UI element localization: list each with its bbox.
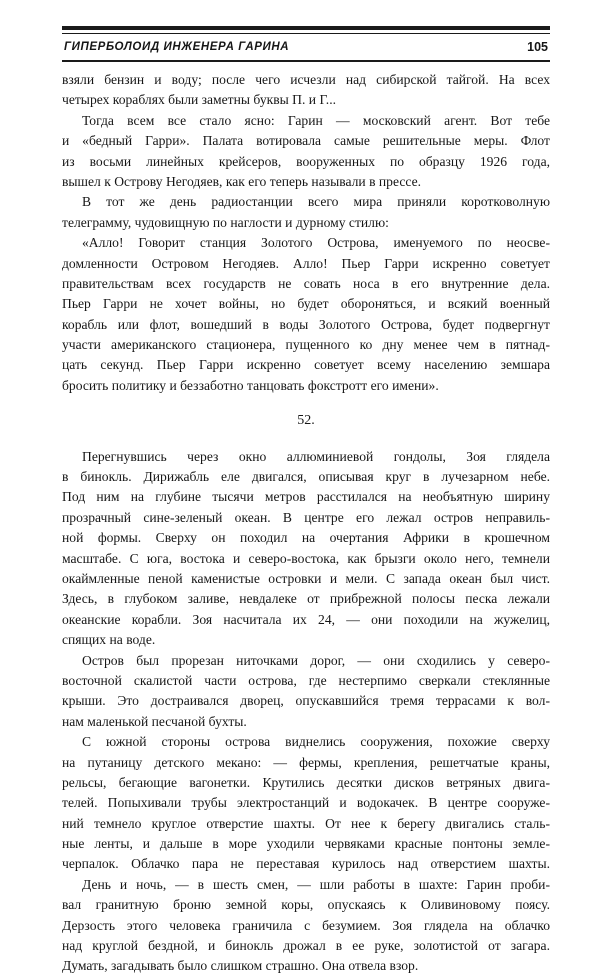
text-line: Пьер Гарри не хочет войны, но будет обороняться, и всякий военный xyxy=(62,296,550,312)
text-line: корабль или флот, вошедший в воды Золотого Острова, будет подвергнут xyxy=(62,316,550,332)
text-line: Перегнувшись через окно аллюминиевой гондолы, Зоя глядела xyxy=(82,448,550,464)
text-line: Под ним на глубине тысячи метров расстилался на необъятную ширину xyxy=(62,489,550,505)
text-line: телеграмму, чудовищную по наглости и дурному стилю: xyxy=(62,214,389,230)
text-line: С южной стороны острова виднелись сооружения, похожие сверху xyxy=(82,734,550,750)
text-line: спящих на воде. xyxy=(62,632,156,648)
text-line: масштабе. С юга, востока и северо-востока, как брызги около него, темнели xyxy=(62,550,550,566)
text-line: участи американского стационера, пущенного ко дну менее чем в пятнад- xyxy=(62,337,550,353)
text-line: цать секунд. Пьер Гарри искренно советует всему населению земшара xyxy=(62,357,550,373)
page-number: 105 xyxy=(527,40,548,54)
text-line: ний темнело круглое отверстие шахты. От нее к берегу двигались сталь- xyxy=(62,815,550,831)
text-line: восточной скалистой части острова, где нестерпимо сверкали стеклянные xyxy=(62,672,550,688)
page-header xyxy=(62,36,550,60)
text-line: взяли бензин и воду; после чего исчезли над сибирской тайгой. На всех xyxy=(62,72,550,87)
text-line: бросить политику и беззаботно танцовать фокстротт его имени». xyxy=(62,377,439,393)
text-line: «Алло! Говорит станция Золотого Острова, именуемого по неосве- xyxy=(82,235,550,251)
text-line: День и ночь, — в шесть смен, — шли работы в шахте: Гарин проби- xyxy=(82,876,550,892)
header-rule-bottom xyxy=(62,60,550,62)
text-line: четырех кораблях были заметны буквы П. и Г... xyxy=(62,92,336,108)
text-line: из восьми линейных крейсеров, вооруженных по образцу 1926 года, xyxy=(62,153,550,169)
text-line: рельсы, бегающие вагонетки. Крутились десятки дисков ветряных двига- xyxy=(62,774,550,790)
text-line: черпалок. Облачко пара не переставая курилось над отверстием шахты. xyxy=(62,856,550,872)
header-rule-thick xyxy=(62,26,550,30)
text-line: на путаницу детского мекано: — фермы, крепления, решетчатые краны, xyxy=(62,754,550,770)
text-line: в бинокль. Дирижабль еле двигался, описывая круг в лучезарном небе. xyxy=(62,469,550,485)
text-line: Остров был прорезан ниточками дорог, — они сходились у северо- xyxy=(82,652,550,668)
text-line: В тот же день радиостанции всего мира приняли коротковолную xyxy=(82,194,550,210)
text-line: вал гранитную броню земной коры, опускаясь к Оливиновому поясу. xyxy=(62,897,550,913)
text-line: прозрачный сине-зеленый океан. В центре его лежал остров неправиль- xyxy=(62,509,550,525)
text-line: океанские корабли. Зоя насчитала их 24, — они походили на жужелиц, xyxy=(62,611,550,627)
text-line: телей. Попыхивали трубы электростанций и водокачек. В центре сооруже- xyxy=(62,795,550,811)
text-line: крыши. Это достраивался дворец, опускавшийся тремя террасами к вол- xyxy=(62,693,550,709)
text-line: ной формы. Сверху он походил на очертания Африки в крошечном xyxy=(62,530,550,546)
text-line: Здесь, в глубоком заливе, невдалеке от прибрежной полосы песка лежали xyxy=(62,591,550,607)
text-line: Дерзость этого человека граничила с безумием. Зоя глядела на облачко xyxy=(62,917,550,933)
text-line: нам маленькой песчаной бухты. xyxy=(62,713,247,729)
chapter-number: 52. xyxy=(297,413,315,429)
text-line: домленности Островом Негодяев. Алло! Пьер Гарри искренно советует xyxy=(62,255,550,271)
text-line: и «бедный Гарри». Палата вотировала самые решительные меры. Флот xyxy=(62,133,550,149)
text-line: ные ленты, и дальше в море уходили червяками красные понтоны земле- xyxy=(62,836,550,852)
header-rule-thin xyxy=(62,33,550,34)
text-line: вышел к Острову Негодяев, как его теперь называли в прессе. xyxy=(62,173,422,189)
book-page xyxy=(62,26,550,977)
running-title: ГИПЕРБОЛОИД ИНЖЕНЕРА ГАРИНА xyxy=(64,41,290,53)
text-line: Тогда всем все стало ясно: Гарин — московский агент. Вот тебе xyxy=(82,112,550,128)
text-line: Думать, загадывать было слишком страшно. Она отвела взор. xyxy=(62,958,419,974)
body-text xyxy=(62,70,550,977)
text-line: правительствам всех государств не совать носа в его внутренние дела. xyxy=(62,275,550,291)
text-line: над круглой бездной, и бинокль дрожал в ее руке, золотистой от загара. xyxy=(62,938,550,954)
text-line: окаймленные пеной каменистые островки и мели. С запада океан был чист. xyxy=(62,570,550,586)
